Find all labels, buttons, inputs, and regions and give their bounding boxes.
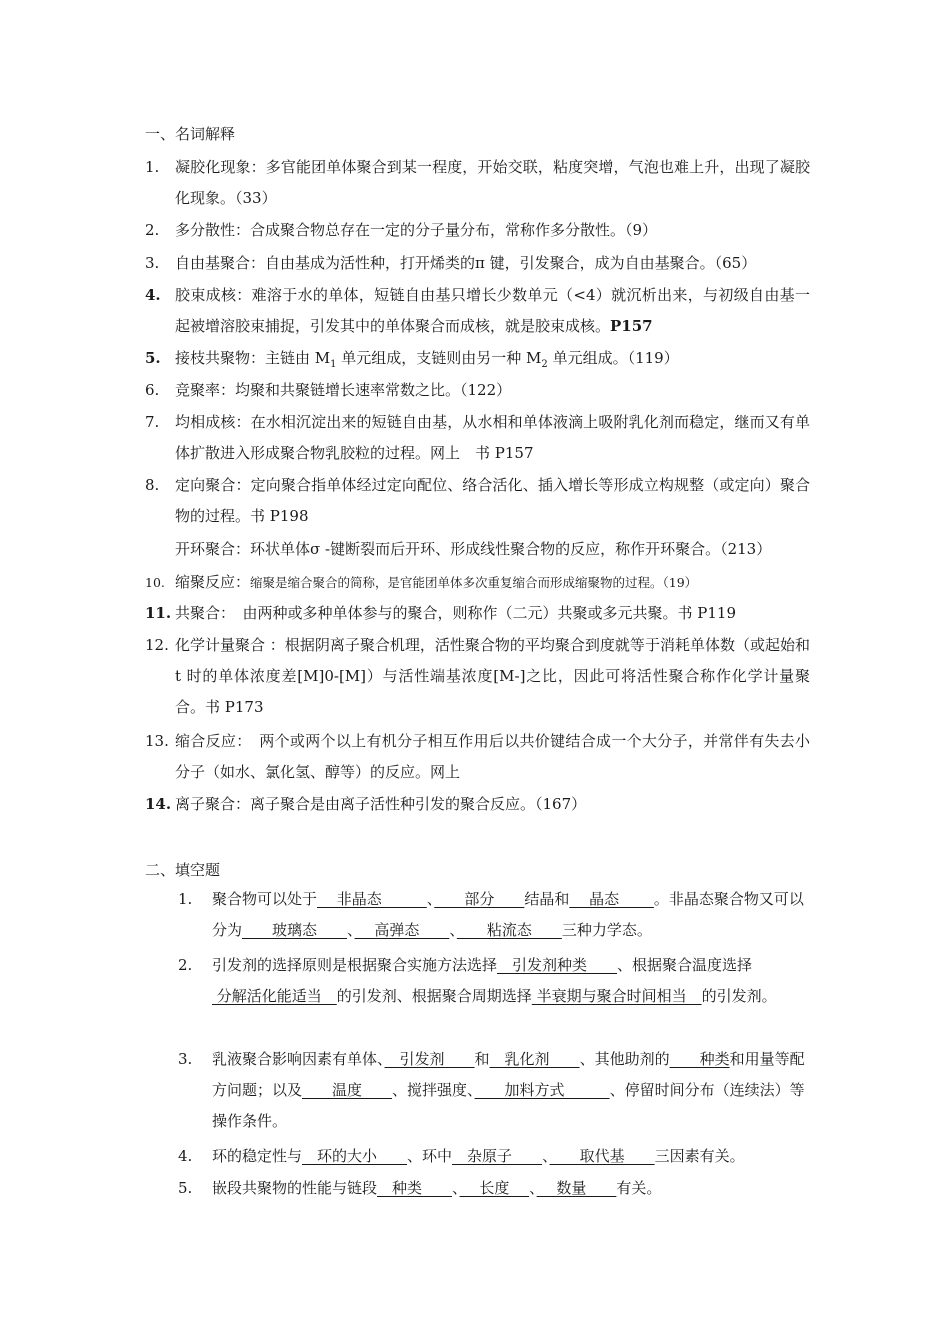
item-text: 凝胶化现象：多官能团单体聚合到某一程度，开始交联，粘度突增，气泡也难上升，出现了凝胶化现象。（33） bbox=[175, 158, 810, 207]
page-reference: P157 bbox=[610, 317, 653, 335]
fill-question bbox=[178, 1044, 810, 1137]
item-text: 胶束成核：难溶于水的单体，短链自由基只增长少数单元（<4）就沉析出来，与初级自由基一起被增溶胶束捕捉，引发其中的单体聚合而成核，就是胶束成核。P157 bbox=[175, 286, 810, 335]
item-number: 5. bbox=[145, 349, 161, 367]
question-text: 引发剂的选择原则是根据聚合实施方法选择 引发剂种类 、根据聚合温度选择 分解活化能适当 的引发剂、根据聚合周期选择 半衰期与聚合时间相当 的引发剂。 bbox=[212, 956, 777, 1005]
item-number: 4. bbox=[178, 1147, 193, 1165]
answer-blank: 温度 bbox=[302, 1081, 393, 1099]
answer-blank: 半衰期与聚合时间相当 bbox=[531, 987, 702, 1005]
item-text: 定向聚合：定向聚合指单体经过定向配位、络合活化、插入增长等形成立构规整（或定向）聚合物的过程。书 P198 bbox=[175, 476, 810, 525]
section1-title: 一、名词解释 bbox=[145, 125, 236, 143]
item-number: 10. bbox=[145, 575, 165, 590]
list-item bbox=[145, 152, 810, 214]
item-number: 8. bbox=[145, 476, 160, 494]
item-text: 缩聚反应：缩聚是缩合聚合的简称，是官能团单体多次重复缩合而形成缩聚物的过程。（19） bbox=[175, 573, 698, 591]
list-item bbox=[145, 470, 810, 532]
answer-blank: 粘流态 bbox=[456, 921, 562, 939]
item-number: 1. bbox=[178, 890, 193, 908]
list-item bbox=[145, 567, 810, 598]
question-text: 嵌段共聚物的性能与链段 种类 、 长度 、 数量 有关。 bbox=[212, 1179, 662, 1197]
answer-blank: 种类 bbox=[377, 1179, 453, 1197]
answer-blank: 分解活化能适当 bbox=[212, 987, 337, 1005]
item-text: 接枝共聚物：主链由 $M_1$ 单元组成，支链则由另一种 $M_2$ 单元组成。（119） bbox=[175, 349, 679, 370]
item-number: 5. bbox=[178, 1179, 193, 1197]
answer-blank: 种类 bbox=[669, 1050, 730, 1068]
item-number: 3. bbox=[178, 1050, 193, 1068]
list-item bbox=[145, 726, 810, 788]
item-number: 12. bbox=[145, 636, 169, 654]
question-text: 聚合物可以处于 非晶态 、 部分 结晶和 晶态 。非晶态聚合物又可以分为 玻璃态 、 高弹态 、 粘流态 三种力学态。 bbox=[212, 890, 804, 939]
answer-blank: 引发剂种类 bbox=[497, 956, 618, 974]
item-number: 7. bbox=[145, 413, 160, 431]
answer-blank: 非晶态 bbox=[317, 890, 427, 908]
fill-question bbox=[178, 950, 810, 1012]
answer-blank: 数量 bbox=[536, 1179, 617, 1197]
answer-blank: 杂原子 bbox=[452, 1147, 543, 1165]
answer-blank: 乳化剂 bbox=[489, 1050, 580, 1068]
section2-title: 二、填空题 bbox=[145, 861, 221, 879]
item-text: 均相成核：在水相沉淀出来的短链自由基，从水相和单体液滴上吸附乳化剂而稳定，继而又有单体扩散进入形成聚合物乳胶粒的过程。网上 书 P157 bbox=[175, 413, 810, 462]
answer-blank: 长度 bbox=[459, 1179, 530, 1197]
item-number: 6. bbox=[145, 381, 160, 399]
item-text: 共聚合： 由两种或多种单体参与的聚合，则称作（二元）共聚或多元共聚。书 P119 bbox=[175, 604, 736, 622]
fill-question bbox=[178, 1141, 810, 1172]
answer-blank: 加料方式 bbox=[474, 1081, 610, 1099]
list-item bbox=[145, 789, 810, 820]
item-number: 3. bbox=[145, 254, 160, 272]
answer-blank: 晶态 bbox=[569, 890, 654, 908]
list-item bbox=[145, 280, 810, 342]
list-item bbox=[145, 630, 810, 723]
answer-blank: 玻璃态 bbox=[242, 921, 348, 939]
fill-question bbox=[178, 1173, 810, 1204]
item-text: 竞聚率：均聚和共聚链增长速率常数之比。（122） bbox=[175, 381, 512, 399]
answer-blank: 部分 bbox=[434, 890, 525, 908]
item-text: 离子聚合：离子聚合是由离子活性种引发的聚合反应。（167） bbox=[175, 795, 587, 813]
list-item bbox=[145, 215, 810, 246]
item-text: 自由基聚合：自由基成为活性种，打开烯类的π 键，引发聚合，成为自由基聚合。（65） bbox=[175, 254, 757, 272]
item-text: 化学计量聚合 ：根据阴离子聚合机理，活性聚合物的平均聚合到度就等于消耗单体数（或起始和 t 时的单体浓度差[M]0-[M]）与活性端基浓度[M-]之比，因此可将活性聚合称作化学计量聚合。书 P173 bbox=[175, 636, 810, 716]
list-item bbox=[145, 248, 810, 279]
item-number: 1. bbox=[145, 158, 160, 176]
item-number: 2. bbox=[178, 956, 193, 974]
item-number: 4. bbox=[145, 286, 161, 304]
item-number: 13. bbox=[145, 732, 169, 750]
answer-blank: 环的大小 bbox=[302, 1147, 408, 1165]
question-text: 环的稳定性与 环的大小 、环中 杂原子 、 取代基 三因素有关。 bbox=[212, 1147, 745, 1165]
item-text: 多分散性：合成聚合物总存在一定的分子量分布，常称作多分散性。（9） bbox=[175, 221, 658, 239]
answer-blank: 高弹态 bbox=[354, 921, 450, 939]
answer-blank: 引发剂 bbox=[384, 1050, 475, 1068]
item-number: 11. bbox=[145, 604, 172, 622]
item-text: 开环聚合：环状单体σ -键断裂而后开环、形成线性聚合物的反应，称作开环聚合。（213） bbox=[175, 540, 772, 558]
question-text: 乳液聚合影响因素有单体、 引发剂 和 乳化剂 、其他助剂的 种类和用量等配方问题；以及 温度 、搅拌强度、 加料方式 、停留时间分布（连续法）等操作条件。 bbox=[212, 1050, 805, 1130]
list-item bbox=[145, 598, 810, 629]
item-number: 14. bbox=[145, 795, 172, 813]
item-number: 2. bbox=[145, 221, 160, 239]
fill-question bbox=[178, 884, 810, 946]
list-item bbox=[145, 375, 810, 406]
list-item bbox=[145, 534, 810, 565]
item-text: 缩合反应： 两个或两个以上有机分子相互作用后以共价键结合成一个大分子，并常伴有失去小分子（如水、氯化氢、醇等）的反应。网上 bbox=[175, 732, 810, 781]
list-item bbox=[145, 407, 810, 469]
answer-blank: 取代基 bbox=[549, 1147, 655, 1165]
